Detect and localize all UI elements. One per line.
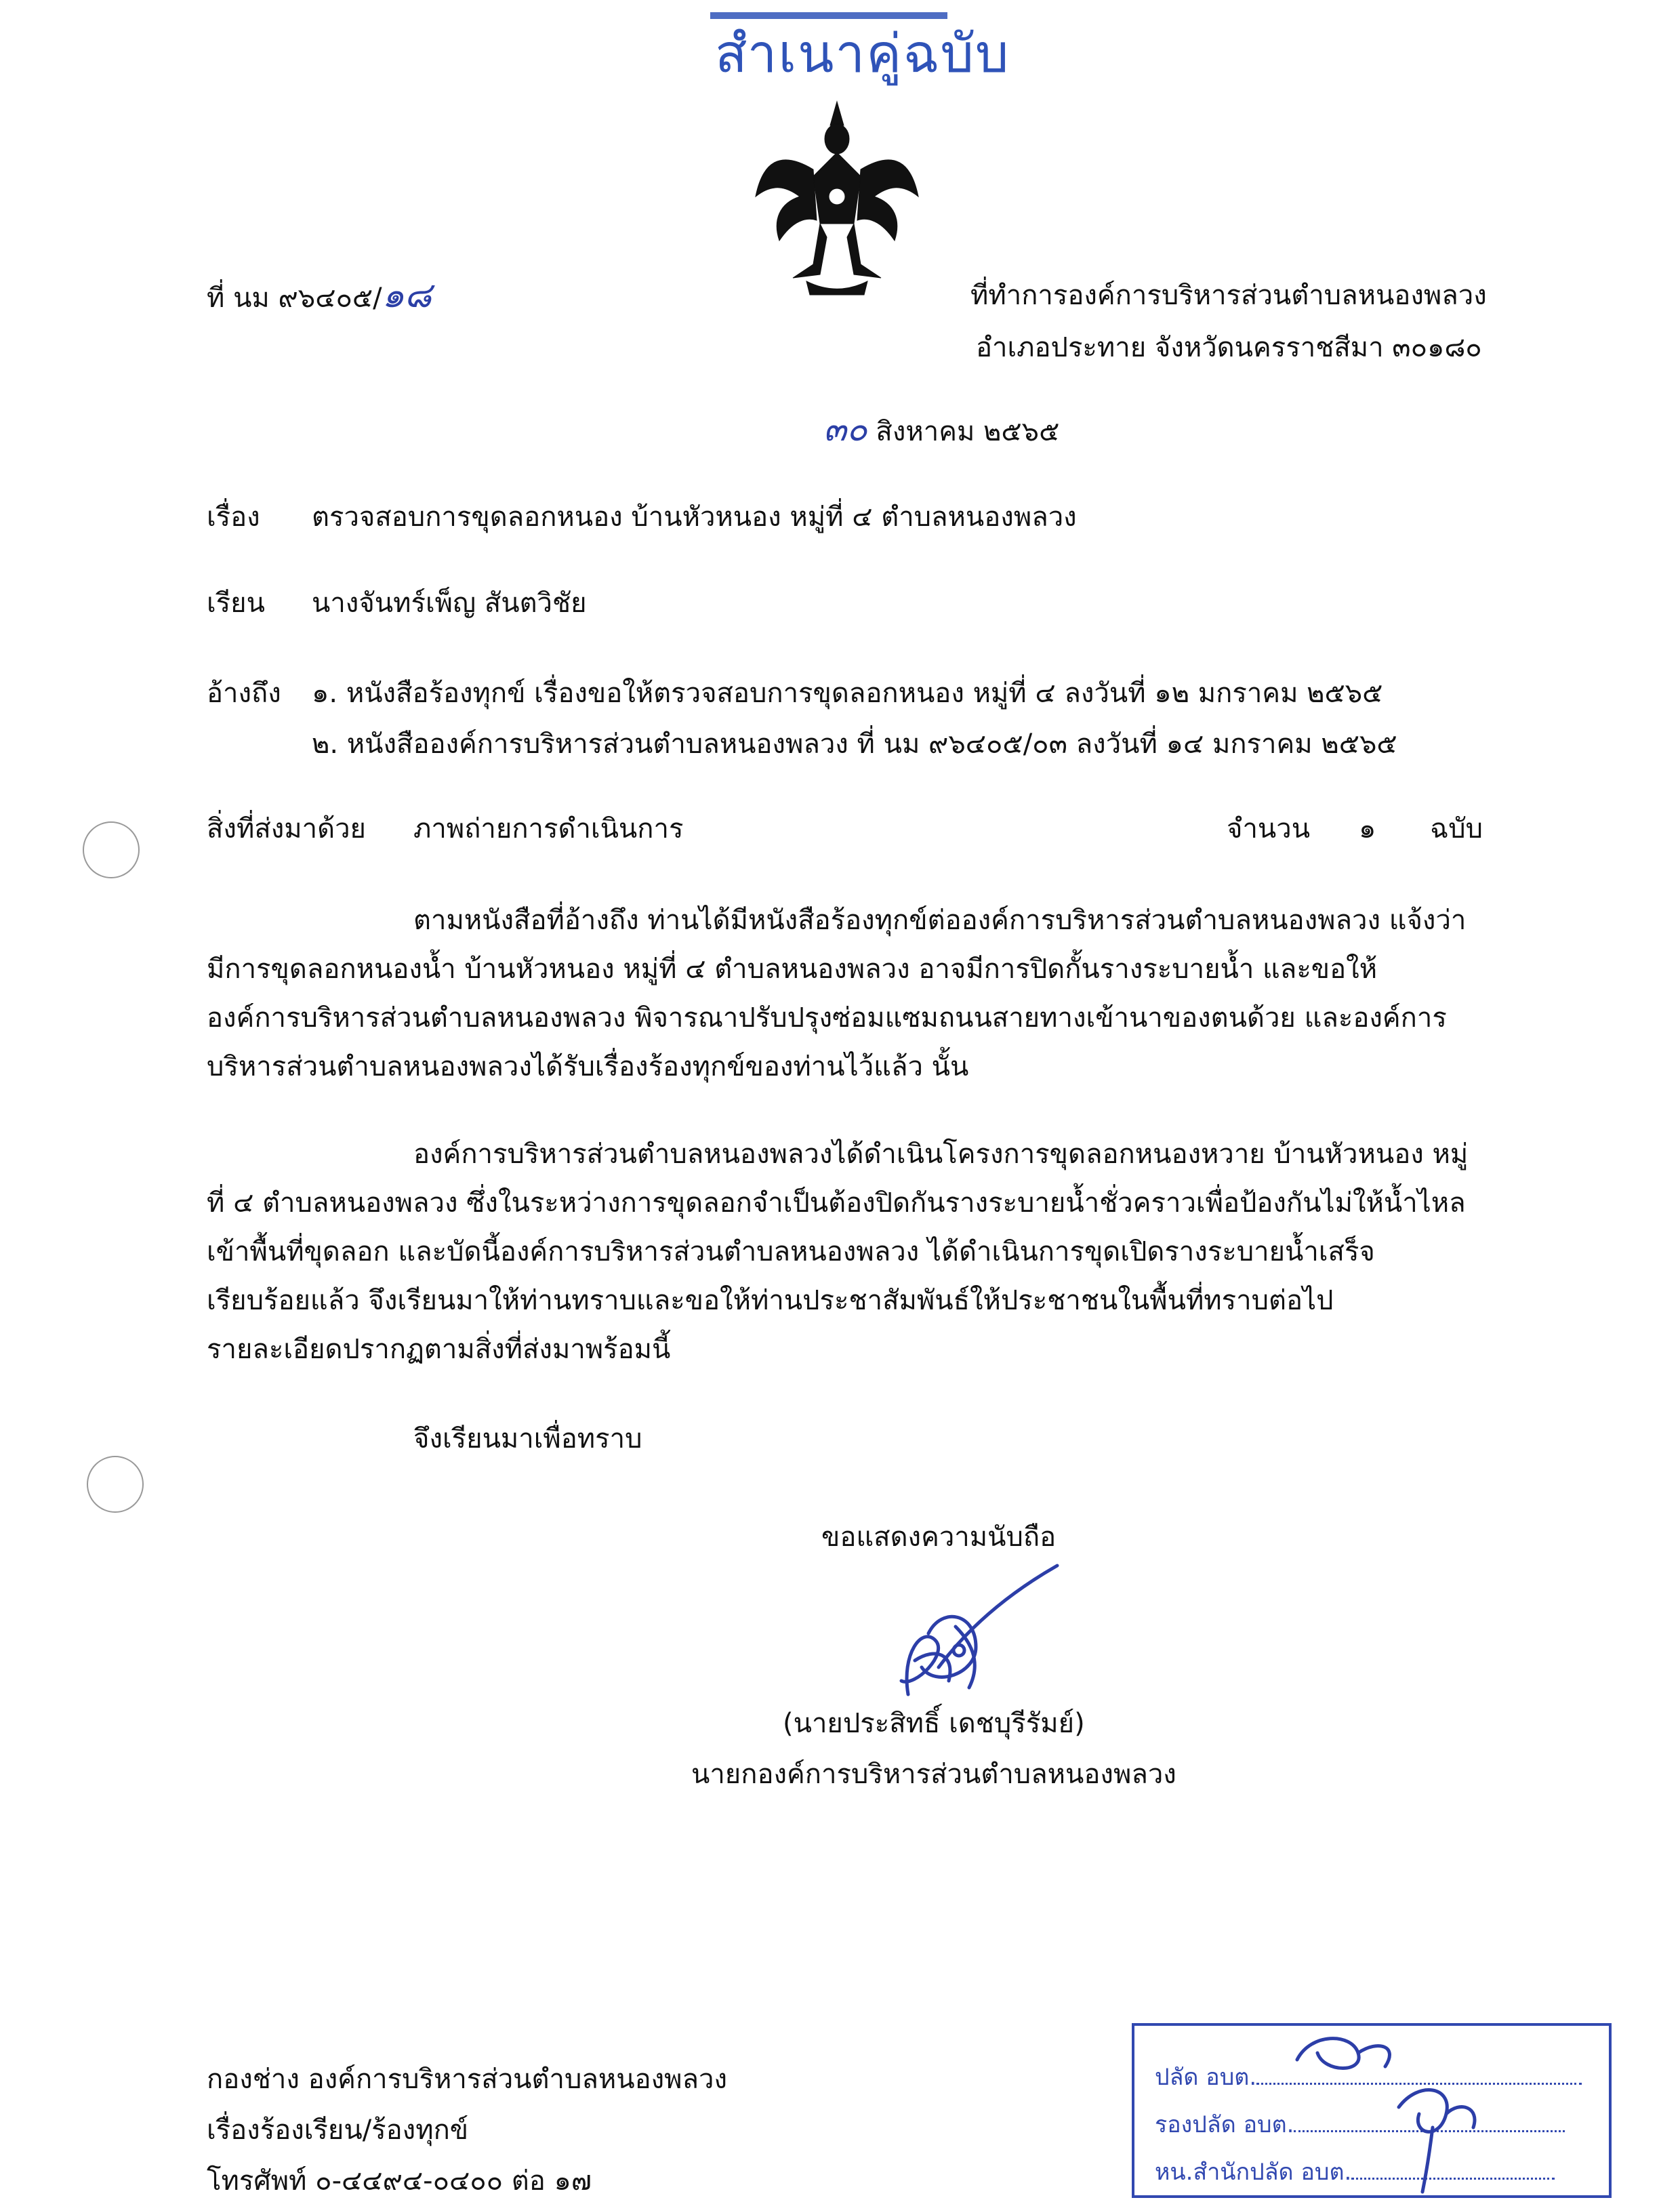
doc-number-prefix: ที่ นม ๙๖๔๐๕/	[207, 283, 382, 314]
body-p2-line2: ที่ ๔ ตำบลหนองพลวง ซึ่งในระหว่างการขุดลอกจำเป็นต้องปิดกันรางระบายน้ำชั่วคราวเพื่อป้องกันไม่ให้น้ำไหล	[207, 1187, 1466, 1219]
body-p2-line1: องค์การบริหารส่วนตำบลหนองพลวงได้ดำเนินโครงการขุดลอกหนองหวาย บ้านหัวหนอง หมู่	[413, 1139, 1469, 1170]
subject-text: ตรวจสอบการขุดลอกหนอง บ้านหัวหนอง หมู่ที่ ๔ ตำบลหนองพลวง	[312, 502, 1077, 533]
enclosure-qty: ๑	[1359, 813, 1376, 844]
doc-number	[207, 277, 432, 317]
routing-initials-scribble	[1284, 2026, 1602, 2195]
date-day-handwritten: ๓๐	[823, 409, 867, 449]
body-p1-line1: ตามหนังสือที่อ้างถึง ท่านได้มีหนังสือร้องทุกข์ต่อองค์การบริหารส่วนตำบลหนองพลวง แจ้งว่า	[413, 905, 1467, 936]
letter-date	[823, 410, 1059, 451]
closing-line: จึงเรียนมาเพื่อทราบ	[413, 1423, 642, 1454]
refs-label: อ้างถึง	[207, 678, 281, 709]
body-p1-line2: มีการขุดลอกหนองน้ำ บ้านหัวหนอง หมู่ที่ ๔ ตำบลหนองพลวง อาจมีการปิดกั้นรางระบายน้ำ และขอให้	[207, 954, 1378, 985]
subject-label: เรื่อง	[207, 502, 260, 533]
copy-stamp: สำเนาคู่ฉบับ	[715, 24, 1010, 85]
body-p2-line4: เรียบร้อยแล้ว จึงเรียนมาให้ท่านทราบและขอให้ท่านประชาสัมพันธ์ให้ประชาชนในพื้นที่ทราบต่อไป	[207, 1285, 1334, 1316]
routing-row-2-label: รองปลัด อบต.	[1155, 2111, 1294, 2138]
body-p1-line3: องค์การบริหารส่วนตำบลหนองพลวง พิจารณาปรับปรุงซ่อมแซมถนนสายทางเข้านาของตนด้วย และองค์การ	[207, 1002, 1447, 1034]
enclosure-label: สิ่งที่ส่งมาด้วย	[207, 813, 366, 844]
routing-row-3-label: หน.สำนักปลัด อบต.	[1155, 2159, 1352, 2186]
ref-item-2: ๒. หนังสือองค์การบริหารส่วนตำบลหนองพลวง ที่ นม ๙๖๔๐๕/๐๓ ลงวันที่ ๑๔ มกราคม ๒๕๖๕	[312, 729, 1397, 760]
routing-row-1-label: ปลัด อบต.	[1155, 2064, 1257, 2091]
ref-item-1: ๑. หนังสือร้องทุกข์ เรื่องขอให้ตรวจสอบการขุดลอกหนอง หมู่ที่ ๔ ลงวันที่ ๑๒ มกราคม ๒๕๖๕	[312, 678, 1383, 709]
punch-hole-top	[83, 821, 140, 878]
to-label: เรียน	[207, 588, 265, 619]
enclosure-unit: ฉบับ	[1430, 813, 1483, 844]
signer-position: นายกองค์การบริหารส่วนตำบลหนองพลวง	[691, 1759, 1176, 1790]
doc-number-handwritten: ๑๘	[382, 275, 432, 316]
body-p1-line4: บริหารส่วนตำบลหนองพลวงได้รับเรื่องร้องทุกข์ของท่านไว้แล้ว นั้น	[207, 1051, 969, 1082]
date-month-year: สิงหาคม ๒๕๖๕	[876, 416, 1060, 447]
footer-topic: เรื่องร้องเรียน/ร้องทุกข์	[207, 2115, 469, 2146]
signature-scribble	[874, 1552, 1064, 1715]
body-p2-line3: เข้าพื้นที่ขุดลอก และบัดนี้องค์การบริหารส่วนตำบลหนองพลวง ได้ดำเนินการขุดเปิดรางระบายน้ำเสร็จ	[207, 1236, 1375, 1267]
enclosure-item: ภาพถ่ายการดำเนินการ	[413, 813, 684, 844]
enclosure-qty-label: จำนวน	[1227, 813, 1311, 844]
garuda-emblem-icon	[752, 95, 922, 298]
signer-name: (นายประสิทธิ์ เดชบุรีรัมย์)	[783, 1708, 1085, 1739]
regards: ขอแสดงความนับถือ	[821, 1522, 1057, 1553]
to-text: นางจันทร์เพ็ญ สันตวิชัย	[312, 588, 587, 619]
routing-stamp	[1132, 2023, 1612, 2198]
footer-phone: โทรศัพท์ ๐-๔๔๙๔-๐๔๐๐ ต่อ ๑๗	[207, 2165, 592, 2197]
office-address-line2: อำเภอประทาย จังหวัดนครราชสีมา ๓๐๑๘๐	[976, 332, 1482, 363]
body-p2-line5: รายละเอียดปรากฏตามสิ่งที่ส่งมาพร้อมนี้	[207, 1334, 671, 1365]
footer-dept: กองช่าง องค์การบริหารส่วนตำบลหนองพลวง	[207, 2064, 727, 2095]
punch-hole-bottom	[87, 1456, 144, 1513]
office-address-line1: ที่ทำการองค์การบริหารส่วนตำบลหนองพลวง	[970, 280, 1487, 311]
